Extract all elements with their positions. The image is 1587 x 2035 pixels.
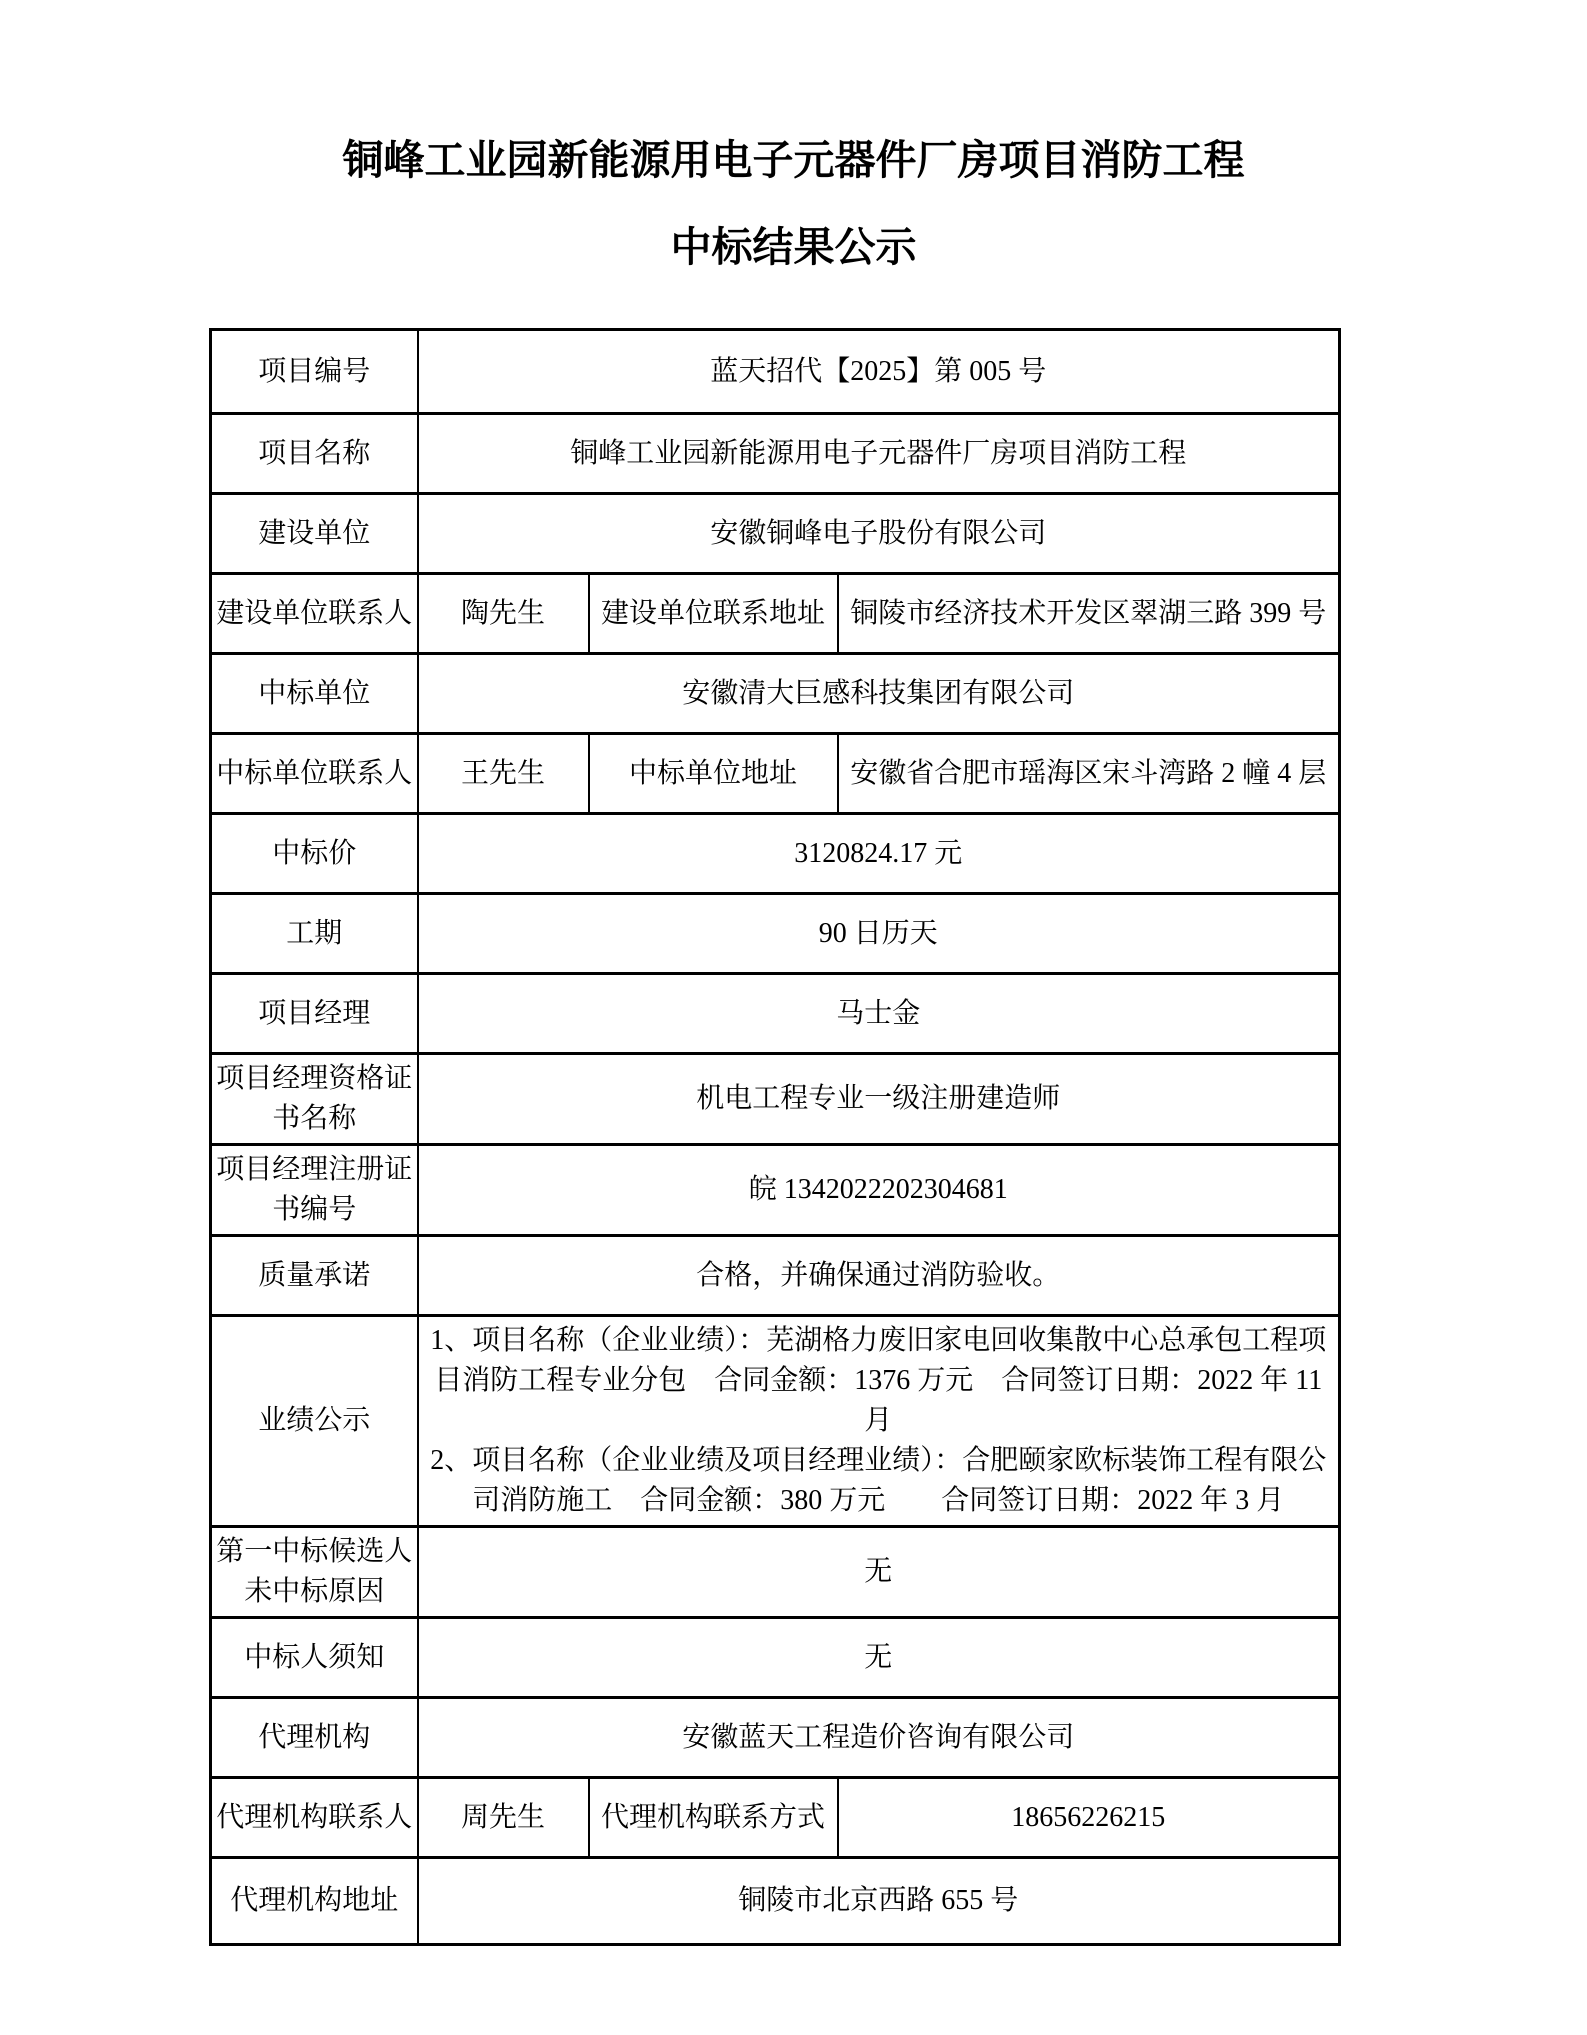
winning-price-value: 3120824.17 元 [418, 814, 1340, 894]
construction-period-label: 工期 [211, 894, 418, 974]
project-number-value: 蓝天招代【2025】第 005 号 [418, 330, 1340, 414]
table-row [211, 654, 1340, 734]
project-number-label: 项目编号 [211, 330, 418, 414]
first-candidate-not-winning-reason-label: 第一中标候选人未中标原因 [211, 1527, 418, 1618]
page-title: 铜峰工业园新能源用电子元器件厂房项目消防工程 [342, 137, 1245, 183]
winning-bidder-address-value: 安徽省合肥市瑶海区宋斗湾路 2 幢 4 层 [838, 734, 1340, 814]
pm-registration-number-value: 皖 1342022202304681 [418, 1145, 1340, 1236]
performance-publicity-value [418, 1316, 1340, 1527]
performance-line-4: 司消防施工 合同金额：380 万元 合同签订日期：2022 年 3 月 [472, 1485, 1285, 1516]
construction-unit-address-value: 铜陵市经济技术开发区翠湖三路 399 号 [838, 574, 1340, 654]
project-manager-label: 项目经理 [211, 974, 418, 1054]
pm-qualification-certificate-value: 机电工程专业一级注册建造师 [418, 1054, 1340, 1145]
table-row [211, 1316, 1340, 1527]
construction-unit-contact-value: 陶先生 [418, 574, 589, 654]
bid-result-table [209, 328, 1341, 1946]
agency-address-label: 代理机构地址 [211, 1858, 418, 1945]
table-row [211, 974, 1340, 1054]
winning-bidder-value: 安徽清大巨感科技集团有限公司 [418, 654, 1340, 734]
quality-commitment-value: 合格，并确保通过消防验收。 [418, 1236, 1340, 1316]
quality-commitment-label: 质量承诺 [211, 1236, 418, 1316]
page-subtitle: 中标结果公示 [670, 224, 917, 270]
winning-bidder-label: 中标单位 [211, 654, 418, 734]
table-row [211, 1527, 1340, 1618]
agency-contact-label: 代理机构联系人 [211, 1778, 418, 1858]
winner-notice-value: 无 [418, 1618, 1340, 1698]
table-row [211, 1778, 1340, 1858]
table-row [211, 1618, 1340, 1698]
first-candidate-not-winning-reason-value: 无 [418, 1527, 1340, 1618]
winning-bidder-address-label: 中标单位地址 [589, 734, 838, 814]
project-manager-value: 马士金 [418, 974, 1340, 1054]
pm-qualification-certificate-label: 项目经理资格证书名称 [211, 1054, 418, 1145]
winning-bidder-contact-label: 中标单位联系人 [211, 734, 418, 814]
winner-notice-label: 中标人须知 [211, 1618, 418, 1698]
table-row [211, 494, 1340, 574]
construction-unit-address-label: 建设单位联系地址 [589, 574, 838, 654]
winning-bidder-contact-value: 王先生 [418, 734, 589, 814]
table-row [211, 894, 1340, 974]
performance-line-3: 2、项目名称（企业业绩及项目经理业绩）：合肥颐家欧标装饰工程有限公 [430, 1445, 1327, 1476]
table-row [211, 734, 1340, 814]
construction-unit-label: 建设单位 [211, 494, 418, 574]
table-row [211, 1145, 1340, 1236]
table-row [211, 574, 1340, 654]
table-row [211, 330, 1340, 414]
performance-line-1: 1、项目名称（企业业绩）：芜湖格力废旧家电回收集散中心总承包工程项 [430, 1325, 1327, 1356]
project-name-value: 铜峰工业园新能源用电子元器件厂房项目消防工程 [418, 414, 1340, 494]
agency-label: 代理机构 [211, 1698, 418, 1778]
table-row [211, 1858, 1340, 1945]
table-row [211, 1236, 1340, 1316]
agency-contact-value: 周先生 [418, 1778, 589, 1858]
agency-value: 安徽蓝天工程造价咨询有限公司 [418, 1698, 1340, 1778]
agency-contact-method-value: 18656226215 [838, 1778, 1340, 1858]
project-name-label: 项目名称 [211, 414, 418, 494]
performance-publicity-label: 业绩公示 [211, 1316, 418, 1527]
table-row [211, 1698, 1340, 1778]
table-row [211, 1054, 1340, 1145]
agency-contact-method-label: 代理机构联系方式 [589, 1778, 838, 1858]
performance-line-2: 目消防工程专业分包 合同金额：1376 万元 合同签订日期：2022 年 11 月 [434, 1365, 1323, 1436]
construction-unit-value: 安徽铜峰电子股份有限公司 [418, 494, 1340, 574]
agency-address-value: 铜陵市北京西路 655 号 [418, 1858, 1340, 1945]
construction-unit-contact-label: 建设单位联系人 [211, 574, 418, 654]
table-row [211, 414, 1340, 494]
construction-period-value: 90 日历天 [418, 894, 1340, 974]
pm-registration-number-label: 项目经理注册证书编号 [211, 1145, 418, 1236]
table-row [211, 814, 1340, 894]
winning-price-label: 中标价 [211, 814, 418, 894]
